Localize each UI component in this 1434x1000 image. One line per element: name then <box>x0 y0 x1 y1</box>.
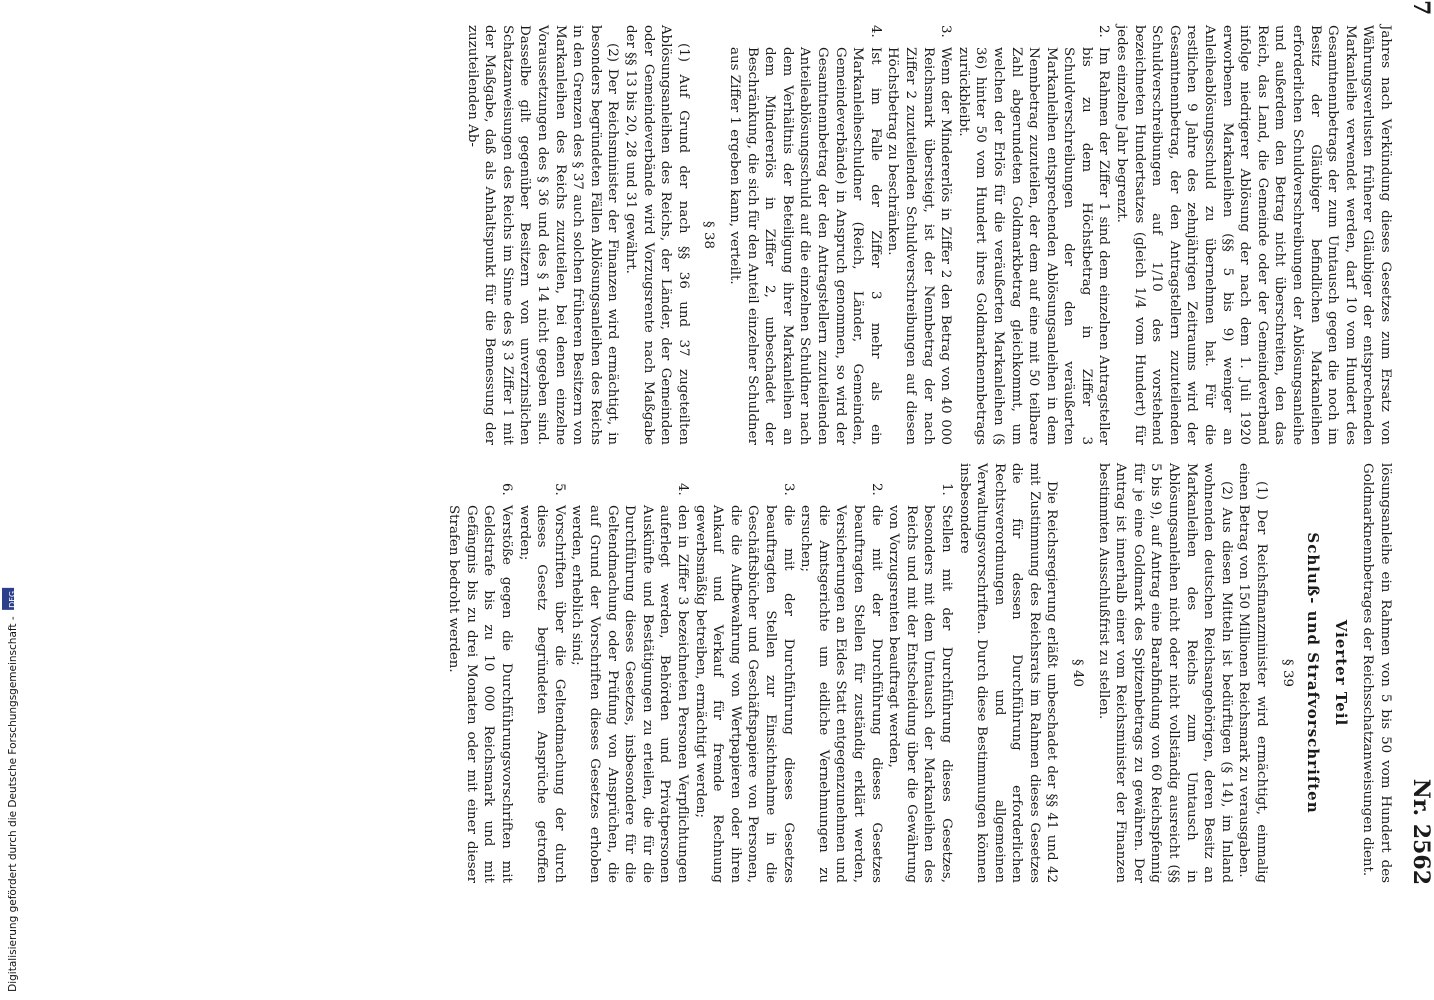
section-heading: § 40 <box>1070 659 1086 687</box>
list-text: Ist im Falle der Ziffer 3 mehr als ein Markanleiheschuldner (Reich, Länder, Gemeinden, Gemeindeverbände) in Anspruch genommen, so wird der Gesamtnennbetrag der den Antragstellern zuzuteilenden Anteileablösungsschuld auf die einzelnen Schuldner nach dem Verhältnis der Beteiligung ihrer Markanleihen an dem Mindererlös in Ziffer 2, unbeschadet der Beschränkung, die sich für den Anteil einzelner Schuldner aus Ziffer 1 ergeben kann, verteilt. <box>727 47 883 445</box>
paragraph: lösungsanleihe ein Rahmen von 5 bis 50 vom Hundert des Goldmarknennbetrages der Reichsschatzanweisungen dient. <box>1360 463 1393 883</box>
list-number: 2. <box>1096 25 1112 38</box>
list-text: Vorschriften über die Geltendmachung der durch dieses Gesetz begründeten Ansprüche getroffen werden; <box>516 505 567 883</box>
list-number: 5. <box>551 483 567 496</box>
list-text: die mit der Durchführung dieses Gesetzes beauftragten Stellen zur Einsichtnahme in die Geschäftsbücher und Geschäftspapiere von Personen, die die Aufbewahrung von Wertpapieren oder ihren Ankauf und Verkauf für fremde Rechnung gewerbsmäßig betreiben, ermächtigt werden; <box>692 505 796 883</box>
paragraph: (2) Aus diesen Mitteln ist bedürftigen (§ 14), im Inland wohnenden deutschen Reichsangehörigen, deren Besitz an Markanleihen des Reichs zum Umtausch in Ablösungsanleihen nicht oder nicht vollständig ausreicht (§§ 5 bis 9), auf Antrag eine Barabfindung von 60 Reichspfennig für je eine Goldmark des Spitzenbetrags zu gewähren. Der Antrag ist innerhalb einer vom Reichsminister der Finanzen bestimmten Ausschlußfrist zu stellen. <box>1095 463 1234 883</box>
section-heading: § 38 <box>701 221 717 249</box>
list-number: 3. <box>938 25 954 38</box>
list-item <box>797 483 885 883</box>
digitization-credit <box>2 588 19 992</box>
list-item <box>954 25 1112 445</box>
credit-text: Digitalisierung gefördert durch die Deutsche Forschungsgemeinschaft - <box>7 616 19 992</box>
paragraph: (1) Der Reichsfinanzminister wird ermächtigt, einmalig einen Betrag von 150 Millionen Reichsmark zu verausgaben. <box>1236 463 1270 883</box>
list-item <box>725 25 883 445</box>
paragraph: Die Reichsregierung erläßt unbeschadet der §§ 41 und 42 mit Zustimmung des Reichsrats im Rahmen dieses Gesetzes die für dessen Durchführung erforderlichen Rechtsverordnungen und allgemeinen Verwaltungsvorschriften. Durch diese Bestimmungen können insbesondere <box>956 463 1060 883</box>
list-number: 6. <box>499 483 515 496</box>
enumerated-list <box>445 463 955 883</box>
paragraph: (2) Der Reichsminister der Finanzen wird ermächtigt, in besonders begründeten Fällen Ablösungsanleihen des Reichs in den Grenzen des § 37 auch solchen früheren Besitzern von Markanleihen des Reichs zuzuteilen, bei denen einzelne Voraussetzungen des § 36 und des § 14 nicht gegeben sind. Dasselbe gilt gegenüber Besitzern von unverzinslichen Schatzanweisungen des Reichs im Sinne des § 3 Ziffer 1 mit der Maßgabe, daß als Anhaltspunkt für die Bemessung der zuzuteilenden Ab- <box>464 25 621 445</box>
list-number: 1. <box>938 483 954 496</box>
list-text: Stellen mit der Durchführung dieses Gesetzes, besonders mit dem Umtausch der Markanleihen des Reichs und mit der Entscheidung über die Gewährung von Vorzugsrenten beauftragt werden, <box>886 505 954 883</box>
dfg-logo: DFG <box>2 588 14 610</box>
list-number: 4. <box>675 483 691 496</box>
section-heading: § 39 <box>1279 659 1295 687</box>
list-item <box>691 483 797 883</box>
left-column <box>463 25 1394 445</box>
list-text: die mit der Durchführung dieses Gesetzes beauftragten Stellen für zuständig erklärt werden, Versicherungen an Eides Statt entgegenzunehmen und die Amtsgerichte um eidliche Vernehmungen zu ersuchen; <box>798 505 884 883</box>
document-page <box>134 0 1434 1000</box>
list-text: Wenn der Mindererlös in Ziffer 2 den Betrag von 40 000 Reichsmark übersteigt, ist der Nennbetrag der nach Ziffer 2 zuzuteilenden Schuldverschreibungen auf diesen Höchstbetrag zu beschränken. <box>885 47 954 445</box>
list-item <box>568 483 691 883</box>
list-text: Im Rahmen der Ziffer 1 sind dem einzelnen Antragsteller bis zu dem Höchstbetrag in Ziffer 3 Schuldverschreibungen der den veräußerten Markanleihen entsprechenden Ablösungsanleihen in dem Nennbetrag zuzuteilen, der dem auf eine mit 50 teilbare Zahl abgerundeten Goldmarkbetrag gleichkommt, um welchen der Erlös für die veräußerten Markanleihen (§ 36) hinter 50 vom Hundert ihres Goldmarknennbetrags zurückbleibt. <box>955 47 1112 445</box>
paragraph: (1) Auf Grund der nach §§ 36 und 37 zugeteilten Ablösungsanleihen des Reichs, der Länder, der Gemeinden oder Gemeindeverbände wird Vorzugsrente nach Maßgabe der §§ 13 bis 20, 28 und 31 gewährt. <box>623 25 691 445</box>
page-number: 7 <box>1408 0 1434 16</box>
issue-number: Nr. 2562 <box>1408 778 1434 885</box>
list-item <box>515 483 568 883</box>
part-title: Schluß- und Strafvorschriften <box>1304 532 1323 814</box>
credit-sidebar <box>0 0 19 1000</box>
list-item <box>885 483 955 883</box>
list-number: 2. <box>868 483 884 496</box>
paragraph: Jahres nach Verkündung dieses Gesetzes zum Ersatz von Währungsverlusten früherer Gläubiger der entsprechenden Markanleihe verwendet werden, darf 10 vom Hundert des Gesamtnennbetrags der zum Umtausch gegen die noch im Besitz der Gläubiger befindlichen Markanleihen erforderlichen Schuldverschreibungen der Ablösungsanleihe und außerdem den Betrag nicht überschreiten, den das Reich, das Land, die Gemeinde oder der Gemeindeverband infolge niedrigerer Ablösung der nach dem 1. Juli 1920 erworbenen Markanleihen (§§ 5 bis 9) weniger an Anleiheablösungsschuld zu übernehmen hat. Für die restlichen 9 Jahre des zehnjährigen Zeitraums wird der Gesamtnennbetrag, der den Antragstellern zuzuteilenden Schuldverschreibungen auf 1/10 des vorstehend bezeichneten Hundertsatzes (gleich 1/4 vom Hundert) für jedes einzelne Jahr begrenzt. <box>1114 25 1393 445</box>
list-item <box>884 25 954 445</box>
right-column <box>445 463 1394 883</box>
list-number: 4. <box>867 25 883 38</box>
list-number: 3. <box>780 483 796 496</box>
list-text: Verstöße gegen die Durchführungsvorschriften mit Geldstrafe bis zu 10 000 Reichsmark und mit Gefängnis bis zu drei Monaten oder mit einer dieser Strafen bedroht werden. <box>446 505 515 883</box>
part-heading: Vierter Teil <box>1331 619 1350 727</box>
list-item <box>445 483 515 883</box>
list-text: den in Ziffer 3 bezeichneten Personen Verpflichtungen auferlegt werden, Behörden und Privatpersonen Auskünfte und Bestätigungen zu erteilen, die für die Durchführung dieses Gesetzes, insbesondere für die Geltendmachung oder Prüfung von Ansprüchen, die auf Grund der Vorschriften dieses Gesetzes erhoben werden, erheblich sind; <box>569 505 691 883</box>
